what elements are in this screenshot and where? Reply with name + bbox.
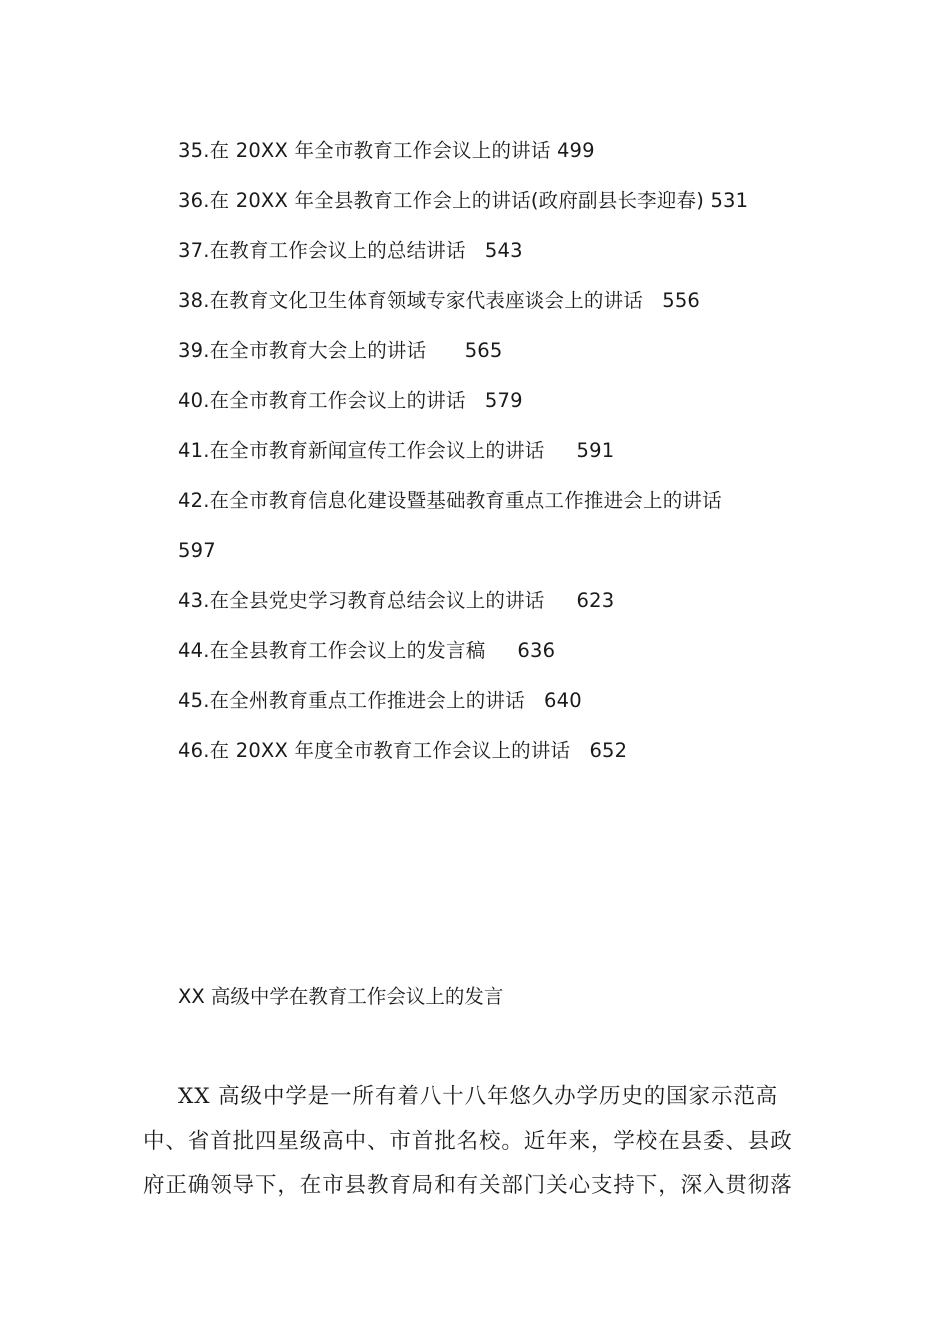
toc-entry-page: 531 bbox=[710, 189, 749, 212]
toc-entry-title: 46.在 20XX 年度全市教育工作会议上的讲话 bbox=[178, 739, 590, 762]
toc-entry[interactable] bbox=[178, 634, 818, 684]
toc-entry-title: 41.在全市教育新闻宣传工作会议上的讲话 bbox=[178, 439, 577, 462]
toc-entry-title: 36.在 20XX 年全县教育工作会上的讲话(政府副县长李迎春) bbox=[178, 189, 711, 212]
toc-entry[interactable] bbox=[178, 484, 818, 534]
toc-entry[interactable] bbox=[178, 184, 818, 234]
toc-entry-title: 40.在全市教育工作会议上的讲话 bbox=[178, 389, 485, 412]
toc-entry-title: 37.在教育工作会议上的总结讲话 bbox=[178, 239, 485, 262]
toc-entry-page: 636 bbox=[517, 639, 556, 662]
toc-entry-page: 565 bbox=[464, 339, 503, 362]
toc-entry[interactable] bbox=[178, 434, 818, 484]
toc-entry-title: 38.在教育文化卫生体育领域专家代表座谈会上的讲话 bbox=[178, 289, 663, 312]
toc-entry[interactable] bbox=[178, 284, 818, 334]
toc-entry-page: 556 bbox=[662, 289, 701, 312]
toc-entry[interactable] bbox=[178, 334, 818, 384]
paragraph-line: 中、省首批四星级高中、市首批名校。近年来，学校在县委、县政 bbox=[143, 1128, 793, 1154]
paragraph-line: XX 高级中学是一所有着八十八年悠久办学历史的国家示范高 bbox=[178, 1084, 779, 1109]
toc-entry-page: 597 bbox=[178, 539, 216, 562]
toc-entry[interactable] bbox=[178, 384, 818, 434]
toc-entry-title: 43.在全县党史学习教育总结会议上的讲话 bbox=[178, 589, 577, 612]
toc-entry-title: 35.在 20XX 年全市教育工作会议上的讲话 bbox=[178, 139, 557, 162]
toc-entry[interactable] bbox=[178, 584, 818, 634]
toc-entry-page: 623 bbox=[576, 589, 615, 612]
toc-entry-page: 499 bbox=[556, 139, 595, 162]
toc-entry-page: 640 bbox=[544, 689, 582, 712]
toc-entry-page: 591 bbox=[576, 439, 615, 462]
toc-entry-title: 42.在全市教育信息化建设暨基础教育重点工作推进会上的讲话 bbox=[178, 489, 722, 512]
document-title: XX 高级中学在教育工作会议上的发言 bbox=[178, 985, 504, 1008]
toc-entry[interactable] bbox=[178, 684, 818, 734]
paragraph-line: 府正确领导下，在市县教育局和有关部门关心支持下，深入贯彻落 bbox=[143, 1173, 793, 1198]
toc-entry-title: 44.在全县教育工作会议上的发言稿 bbox=[178, 639, 518, 662]
toc-entry-title: 39.在全市教育大会上的讲话 bbox=[178, 339, 465, 362]
table-of-contents bbox=[178, 134, 818, 784]
toc-entry-title: 45.在全州教育重点工作推进会上的讲话 bbox=[178, 689, 545, 712]
toc-entry-page: 579 bbox=[484, 389, 523, 412]
toc-entry-page: 652 bbox=[589, 739, 628, 762]
toc-entry-continuation[interactable] bbox=[178, 534, 818, 584]
toc-entry-page: 543 bbox=[484, 239, 523, 262]
toc-entry[interactable] bbox=[178, 734, 818, 784]
toc-entry[interactable] bbox=[178, 134, 818, 184]
body-paragraph bbox=[143, 1075, 808, 1209]
toc-entry[interactable] bbox=[178, 234, 818, 284]
